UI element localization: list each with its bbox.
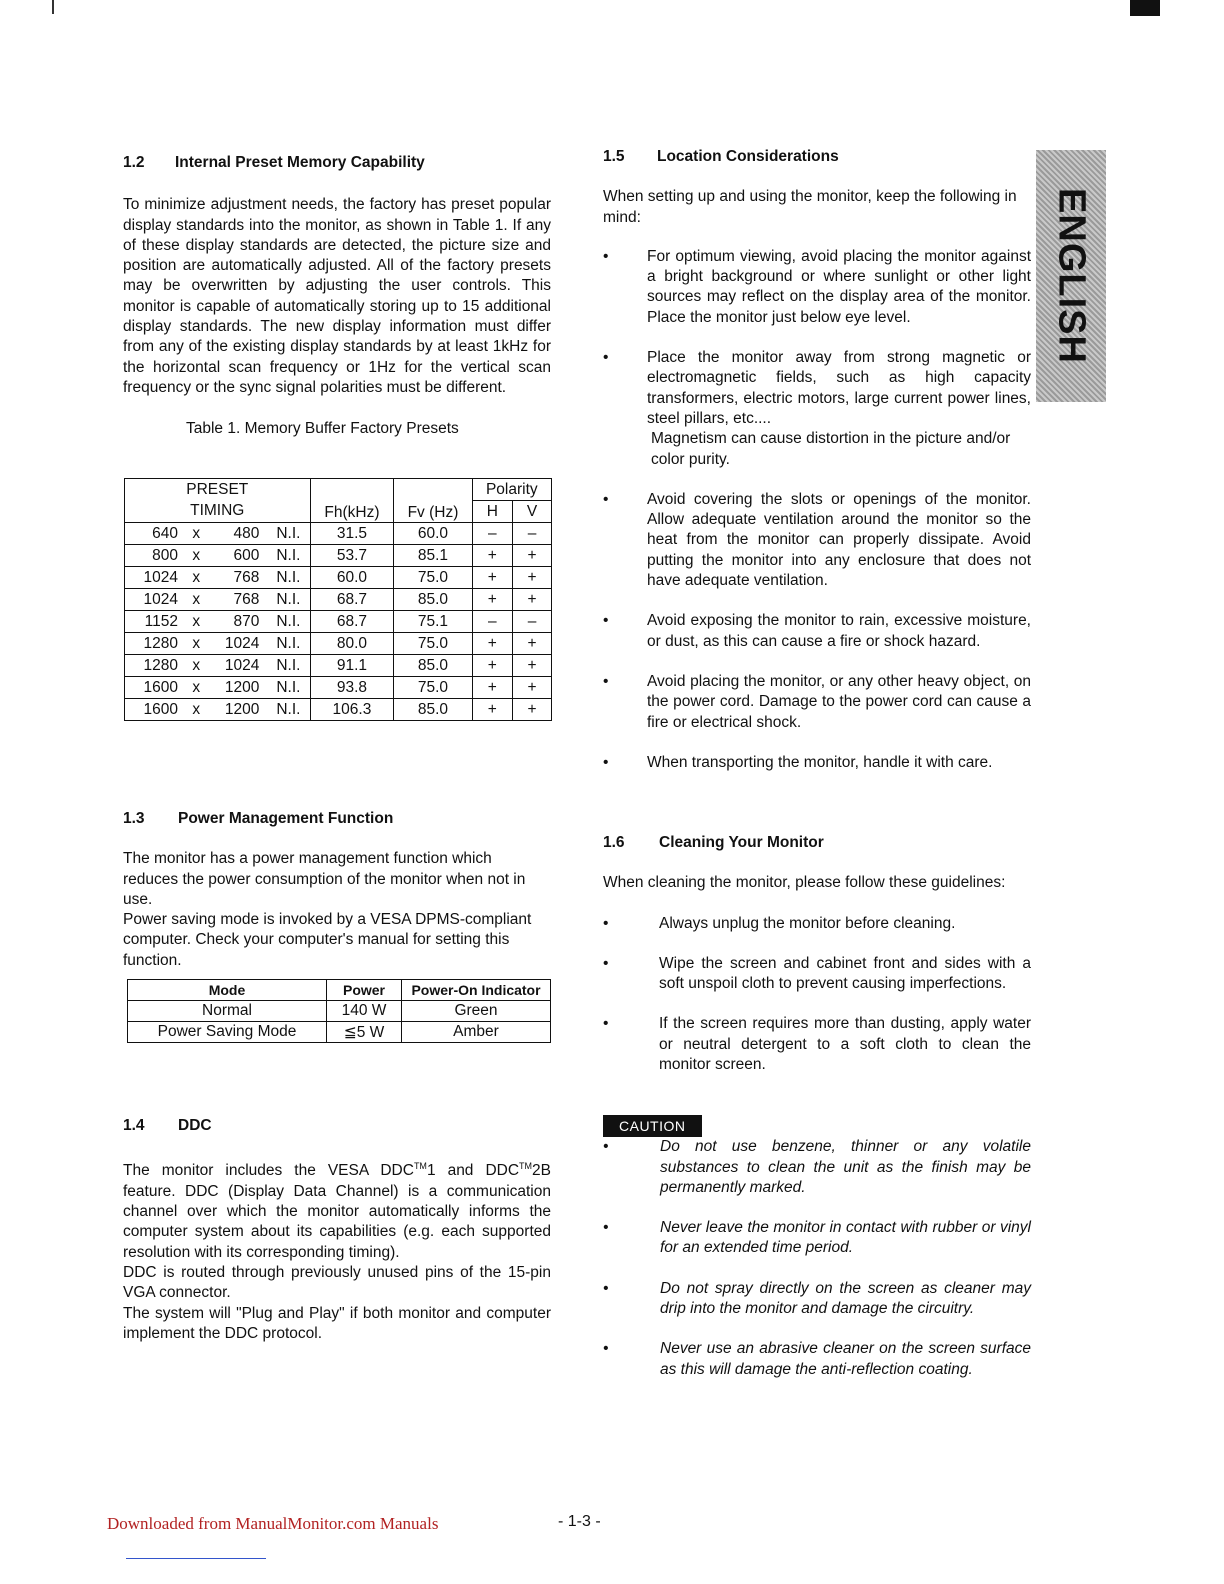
preset-fv: 85.0 <box>394 589 472 611</box>
preset-ni: N.I. <box>267 545 310 567</box>
preset-fv: 85.1 <box>394 545 472 567</box>
caution-badge: CAUTION <box>603 1115 702 1137</box>
preset-x: x <box>186 633 207 655</box>
preset-timing-table <box>124 478 552 721</box>
preset-x: x <box>186 699 207 721</box>
preset-row <box>125 523 552 545</box>
bullet-item <box>603 914 1031 934</box>
preset-width: 1280 <box>125 655 186 677</box>
section-title: Power Management Function <box>178 810 394 827</box>
power-indicator: Green <box>402 1001 551 1022</box>
bullet-item <box>603 490 1031 591</box>
table-caption: Table 1. Memory Buffer Factory Presets <box>186 420 459 438</box>
bullet-dot: • <box>603 349 609 367</box>
preset-pol-v: + <box>513 677 552 699</box>
side-tab-label: ENGLISH <box>1050 188 1093 364</box>
section-1-2 <box>123 153 551 440</box>
section-paragraph: DDC is routed through previously unused pins of the 15-pin VGA connector. <box>123 1263 551 1302</box>
preset-pol-v: – <box>513 611 552 633</box>
preset-ni: N.I. <box>267 589 310 611</box>
bullet-dot: • <box>603 1279 609 1297</box>
preset-fv: 60.0 <box>394 523 472 545</box>
preset-x: x <box>186 567 207 589</box>
section-heading <box>123 809 551 829</box>
power-value: ≦5 W <box>327 1022 402 1043</box>
bullet-item <box>603 1137 1031 1198</box>
preset-fh: 53.7 <box>310 545 394 567</box>
preset-fv: 75.1 <box>394 611 472 633</box>
preset-width: 1600 <box>125 677 186 699</box>
preset-row <box>125 545 552 567</box>
bullet-text: When transporting the monitor, handle it with care. <box>647 753 993 771</box>
bullet-text: Place the monitor away from strong magnetic or electromagnetic fields, such as high capacity transformers, electric motors, large current power lines, steel pillars, etc.... <box>647 349 1031 427</box>
preset-pol-h: + <box>472 655 513 677</box>
power-indicator: Amber <box>402 1022 551 1043</box>
preset-ni: N.I. <box>267 567 310 589</box>
bullet-item <box>603 348 1031 470</box>
preset-x: x <box>186 655 207 677</box>
preset-height: 1024 <box>207 655 268 677</box>
preset-pol-v: + <box>513 633 552 655</box>
cleaning-bullet-list <box>603 914 1031 1076</box>
section-title: Cleaning Your Monitor <box>659 834 824 851</box>
preset-row <box>125 633 552 655</box>
preset-width: 640 <box>125 523 186 545</box>
section-1-3 <box>123 809 551 971</box>
preset-fh: 60.0 <box>310 567 394 589</box>
preset-x: x <box>186 523 207 545</box>
preset-pol-v: + <box>513 589 552 611</box>
section-paragraph: The monitor includes the VESA DDC™1 and DDC™2B feature. DDC (Display Data Channel) is a communication channel over which the monitor automatically informs the computer system about its capabilities (e.g. each supported resolution with its corresponding timing). <box>123 1161 551 1261</box>
preset-fh: 80.0 <box>310 633 394 655</box>
section-1-4 <box>123 1116 551 1344</box>
page-number: - 1-3 - <box>558 1513 601 1530</box>
preset-pol-v: + <box>513 567 552 589</box>
bullet-dot: • <box>603 1138 609 1156</box>
section-intro: When setting up and using the monitor, keep the following in mind: <box>603 188 1017 226</box>
timing-header: TIMING <box>125 501 311 523</box>
bullet-dot: • <box>603 1015 609 1033</box>
mode-header: Mode <box>128 980 327 1001</box>
preset-pol-v: – <box>513 523 552 545</box>
bullet-note: Magnetism can cause distortion in the picture and/or color purity. <box>651 430 1011 468</box>
bullet-text: Never use an abrasive cleaner on the screen surface as this will damage the anti-reflection coating. <box>660 1340 1031 1378</box>
section-number: 1.4 <box>123 1117 145 1134</box>
corner-mark-left <box>52 0 54 14</box>
bullet-text: If the screen requires more than dusting, apply water or neutral detergent to a soft cloth to clean the monitor screen. <box>659 1015 1031 1074</box>
preset-height: 1200 <box>207 677 268 699</box>
preset-row <box>125 611 552 633</box>
preset-fh: 93.8 <box>310 677 394 699</box>
preset-width: 1024 <box>125 589 186 611</box>
bullet-dot: • <box>603 1340 609 1358</box>
corner-mark-right <box>1130 0 1160 16</box>
preset-row <box>125 655 552 677</box>
download-source-link[interactable]: Downloaded from ManualMonitor.com Manuals <box>107 1514 439 1533</box>
preset-ni: N.I. <box>267 699 310 721</box>
bullet-dot: • <box>603 914 609 932</box>
section-paragraph: The monitor has a power management function which reduces the power consumption of the monitor when not in use. <box>123 850 526 908</box>
preset-fv: 75.0 <box>394 567 472 589</box>
bullet-item <box>603 611 1031 652</box>
bullet-item <box>603 954 1031 995</box>
bullet-item <box>603 1279 1031 1320</box>
preset-ni: N.I. <box>267 633 310 655</box>
preset-fv: 75.0 <box>394 633 472 655</box>
preset-ni: N.I. <box>267 655 310 677</box>
bullet-dot: • <box>603 1219 609 1237</box>
preset-width: 800 <box>125 545 186 567</box>
preset-pol-h: + <box>472 545 513 567</box>
bullet-dot: • <box>603 753 609 771</box>
preset-pol-h: + <box>472 589 513 611</box>
power-mode: Power Saving Mode <box>128 1022 327 1043</box>
preset-fh: 68.7 <box>310 589 394 611</box>
section-number: 1.6 <box>603 834 625 851</box>
bullet-item <box>603 247 1031 328</box>
preset-ni: N.I. <box>267 611 310 633</box>
bullet-dot: • <box>603 490 609 508</box>
language-side-tab <box>1036 150 1106 402</box>
section-number: 1.5 <box>603 148 625 165</box>
bullet-dot: • <box>603 672 609 690</box>
preset-width: 1600 <box>125 699 186 721</box>
power-mode-table <box>127 979 551 1043</box>
section-1-5 <box>603 147 1031 773</box>
power-mode: Normal <box>128 1001 327 1022</box>
section-paragraph: To minimize adjustment needs, the factory has preset popular display standards into the monitor, as shown in Table 1. If any of these display standards are detected, the picture size and position are automatically adjusted. All of the factory presets may be overwritten by adjusting the user controls. This monitor is capable of automatically storing up to 15 additional display standards. The new display information must differ from any of the existing display standards by at least 1kHz for the horizontal scan frequency or 1Hz for the vertical scan frequency or the sync signal polarities must be different. <box>123 196 551 396</box>
power-header: Power <box>327 980 402 1001</box>
preset-x: x <box>186 611 207 633</box>
section-title: Location Considerations <box>657 148 839 165</box>
preset-pol-h: – <box>472 523 513 545</box>
preset-width: 1024 <box>125 567 186 589</box>
indicator-header: Power-On Indicator <box>402 980 551 1001</box>
bullet-text: Always unplug the monitor before cleaning. <box>659 914 956 932</box>
section-paragraph: The system will "Plug and Play" if both monitor and computer implement the DDC protocol. <box>123 1304 551 1342</box>
bullet-text: Do not spray directly on the screen as cleaner may drip into the monitor and damage the circuitry. <box>660 1279 1031 1318</box>
preset-ni: N.I. <box>267 523 310 545</box>
polarity-header: Polarity <box>472 479 551 501</box>
preset-pol-h: + <box>472 699 513 721</box>
preset-fv: 85.0 <box>394 655 472 677</box>
preset-row <box>125 567 552 589</box>
preset-height: 870 <box>207 611 268 633</box>
preset-pol-h: + <box>472 567 513 589</box>
preset-height: 600 <box>207 545 268 567</box>
bullet-text: Never leave the monitor in contact with rubber or vinyl for an extended time period. <box>660 1219 1031 1257</box>
preset-height: 768 <box>207 589 268 611</box>
preset-pol-h: + <box>472 677 513 699</box>
section-1-6 <box>603 833 1031 1075</box>
preset-ni: N.I. <box>267 677 310 699</box>
fh-header: Fh(kHz) <box>310 479 394 523</box>
preset-pol-h: – <box>472 611 513 633</box>
preset-height: 1200 <box>207 699 268 721</box>
section-paragraph: Power saving mode is invoked by a VESA DPMS-compliant computer. Check your computer's manual for setting this function. <box>123 911 532 969</box>
preset-row <box>125 699 552 721</box>
preset-pol-v: + <box>513 699 552 721</box>
preset-width: 1280 <box>125 633 186 655</box>
preset-row <box>125 589 552 611</box>
preset-x: x <box>186 677 207 699</box>
preset-fh: 31.5 <box>310 523 394 545</box>
bullet-text: Do not use benzene, thinner or any volatile substances to clean the unit as the finish may be permanently marked. <box>660 1138 1031 1196</box>
polarity-v-header: V <box>513 501 552 523</box>
preset-pol-h: + <box>472 633 513 655</box>
bullet-text: Avoid placing the monitor, or any other heavy object, on the power cord. Damage to the power cord can cause a fire or electrical shock. <box>647 672 1031 731</box>
bullet-item <box>603 1339 1031 1380</box>
bullet-item <box>603 1218 1031 1259</box>
section-title: DDC <box>178 1117 212 1134</box>
section-intro: When cleaning the monitor, please follow these guidelines: <box>603 874 1006 892</box>
caution-bullet-list <box>603 1137 1031 1380</box>
preset-pol-v: + <box>513 655 552 677</box>
footer-link-underline <box>126 1558 266 1559</box>
bullet-item <box>603 1014 1031 1075</box>
preset-fh: 91.1 <box>310 655 394 677</box>
bullet-item <box>603 672 1031 733</box>
bullet-dot: • <box>603 612 609 630</box>
section-heading <box>603 147 1031 167</box>
power-row <box>128 1001 551 1022</box>
preset-height: 1024 <box>207 633 268 655</box>
polarity-h-header: H <box>472 501 513 523</box>
preset-fh: 68.7 <box>310 611 394 633</box>
section-heading <box>603 833 1031 853</box>
preset-height: 768 <box>207 567 268 589</box>
bullet-text: Wipe the screen and cabinet front and sides with a soft unspoil cloth to prevent causing imperfections. <box>659 954 1031 993</box>
location-bullet-list <box>603 247 1031 773</box>
preset-height: 480 <box>207 523 268 545</box>
preset-x: x <box>186 545 207 567</box>
bullet-text: Avoid exposing the monitor to rain, excessive moisture, or dust, as this can cause a fire or shock hazard. <box>647 612 1031 650</box>
bullet-dot: • <box>603 247 609 265</box>
preset-row <box>125 677 552 699</box>
fv-header: Fv (Hz) <box>394 479 472 523</box>
preset-fv: 85.0 <box>394 699 472 721</box>
section-heading <box>123 153 551 173</box>
caution-section <box>603 1115 1031 1380</box>
bullet-text: Avoid covering the slots or openings of the monitor. Allow adequate ventilation around the monitor so the heat from the monitor can properly dissipate. Avoid putting the monitor into any enclosure that does not have adequate ventilation. <box>647 490 1031 590</box>
bullet-item <box>603 753 1031 773</box>
section-number: 1.2 <box>123 154 145 171</box>
power-value: 140 W <box>327 1001 402 1022</box>
preset-fh: 106.3 <box>310 699 394 721</box>
section-number: 1.3 <box>123 810 145 827</box>
section-heading <box>123 1116 551 1136</box>
preset-width: 1152 <box>125 611 186 633</box>
bullet-dot: • <box>603 954 609 972</box>
section-title: Internal Preset Memory Capability <box>175 154 425 171</box>
preset-pol-v: + <box>513 545 552 567</box>
preset-x: x <box>186 589 207 611</box>
power-row <box>128 1022 551 1043</box>
preset-header: PRESET <box>125 479 311 501</box>
bullet-text: For optimum viewing, avoid placing the monitor against a bright background or where sunlight or other light sources may reflect on the display area of the monitor. Place the monitor just below eye level. <box>647 247 1031 326</box>
preset-fv: 75.0 <box>394 677 472 699</box>
